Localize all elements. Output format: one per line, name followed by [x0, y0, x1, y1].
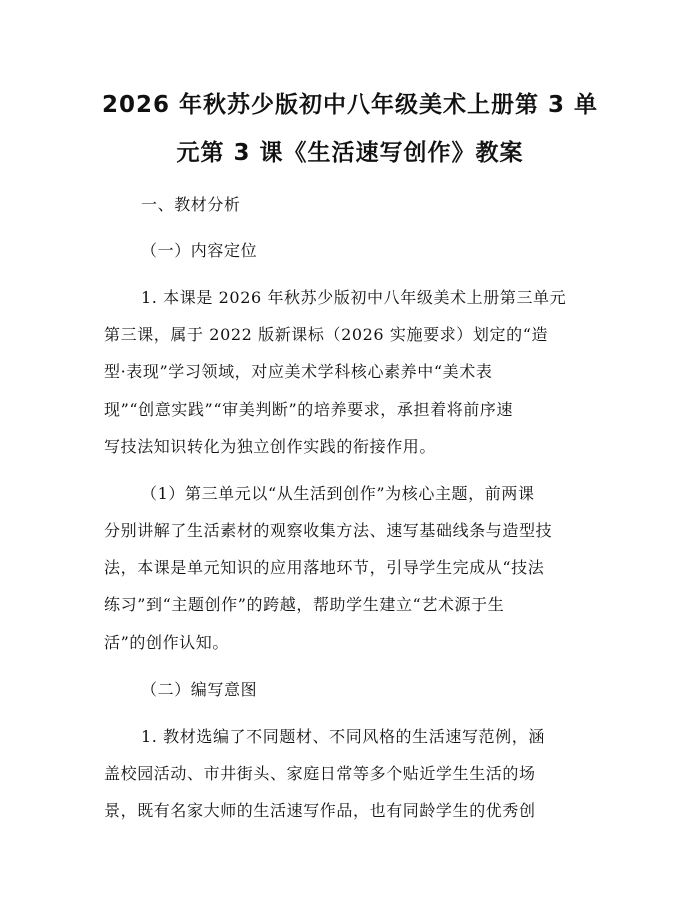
- paragraph-2-line-4: 练习”到“主题创作”的跨越，帮助学生建立“艺术源于生: [104, 595, 505, 614]
- paragraph-2-line-5: 活”的创作认知。: [104, 633, 229, 652]
- paragraph-3-line-3: 景，既有名家大师的生活速写作品，也有同龄学生的优秀创: [104, 801, 536, 820]
- paragraph-1-line-4: 现”“创意实践”“审美判断”的培养要求，承担着将前序速: [104, 400, 514, 419]
- document-title-line-2: 元第 3 课《生活速写创作》教案: [176, 140, 524, 166]
- paragraph-1-line-3: 型·表现”学习领域，对应美术学科核心素养中“美术表: [104, 362, 493, 381]
- subsection-heading-content-positioning: （一）内容定位: [141, 241, 258, 260]
- paragraph-2-line-1: （1）第三单元以“从生活到创作”为核心主题，前两课: [141, 484, 535, 503]
- paragraph-1-line-2: 第三课，属于 2022 版新课标（2026 实施要求）划定的“造: [104, 325, 549, 344]
- document-title-line-1: 2026 年秋苏少版初中八年级美术上册第 3 单: [101, 92, 599, 118]
- subsection-heading-writing-intention: （二）编写意图: [141, 680, 258, 699]
- section-heading-teaching-material-analysis: 一、教材分析: [141, 195, 241, 214]
- paragraph-2-line-2: 分别讲解了生活素材的观察收集方法、速写基础线条与造型技: [104, 521, 553, 540]
- paragraph-3-line-1: 1. 教材选编了不同题材、不同风格的生活速写范例，涵: [141, 727, 545, 746]
- paragraph-1-line-1: 1. 本课是 2026 年秋苏少版初中八年级美术上册第三单元: [141, 288, 567, 307]
- paragraph-2-line-3: 法，本课是单元知识的应用落地环节，引导学生完成从“技法: [104, 558, 545, 577]
- paragraph-3-line-2: 盖校园活动、市井街头、家庭日常等多个贴近学生生活的场: [104, 764, 536, 783]
- paragraph-1-line-5: 写技法知识转化为独立创作实践的衔接作用。: [104, 437, 437, 456]
